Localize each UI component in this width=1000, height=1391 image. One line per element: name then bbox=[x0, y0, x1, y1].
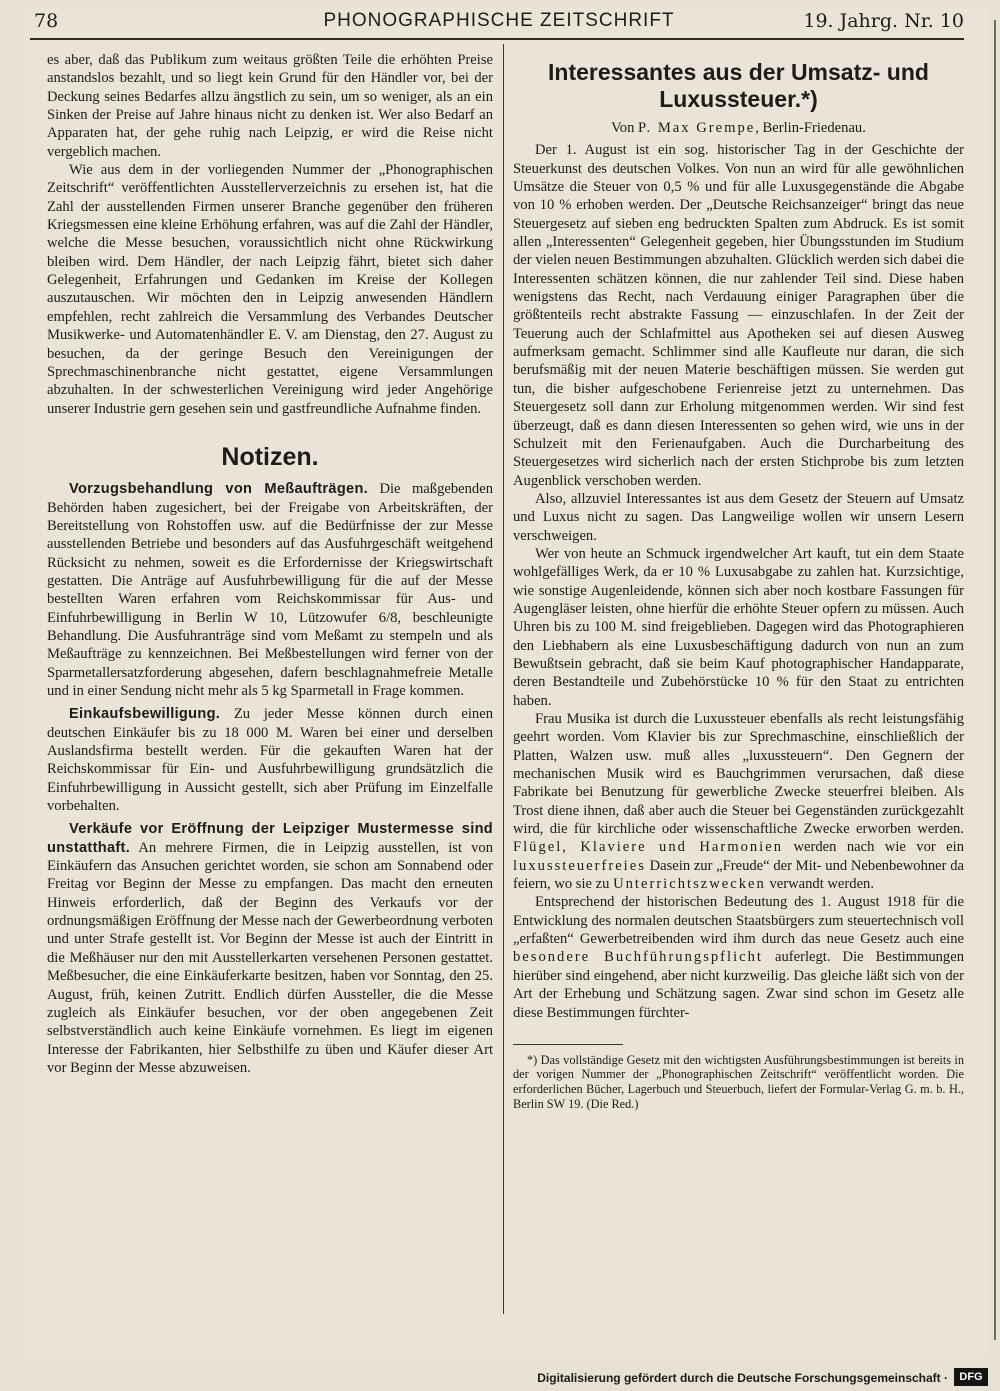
text-run: verwandt werden. bbox=[765, 876, 874, 893]
text-run: Entsprechend der historischen Bedeutung des 1. August 1918 für die Entwicklung des normalen deutschen Staatsbürgers zum steuertechnisch voll „erfaßten“ Gewerbetreibenden wird ihm durch das neue Gesetz auch eine bbox=[513, 894, 964, 948]
article-paragraph-musika bbox=[513, 710, 964, 893]
article-byline bbox=[513, 119, 964, 137]
spaced-text: luxussteuerfreies bbox=[513, 857, 646, 874]
footnote bbox=[513, 1053, 964, 1111]
intro-paragraph-2: Wie aus dem in der vorliegenden Nummer der „Phonographischen Zeitschrift“ veröffentlichten Ausstellerverzeichnis zu ersehen ist, hat die Zahl der ausstellenden Firmen unserer Branche gegenüber den früheren Kriegsmessen eine kleine Erhöhung erfahren, was auf die Zahl der Händler, welche die Messe besuchen, voraussichtlich nicht ohne Rückwirkung bleiben wird. Dem Händler, der nach Leipzig fährt, bietet sich daher Gelegenheit, Erfahrungen und Gedanken im Kreise der Kollegen auszutauschen. Wir möchten den in Leipzig anwesenden Händlern empfehlen, recht zahlreich die Versammlung des Verbandes Deutscher Musikwerke- und Automatenhändler E. V. am Dienstag, den 27. August zu besuchen, da der geringe Besuch den Vereinigungen der Sprechmaschinenbranche nicht gestattet, eigene Versammlungen abzuhalten. In der schwesterlichen Vereinigung wird jeder Angehörige unserer Industrie gern gesehen sein und gastfreundliche Aufnahme finden. bbox=[47, 162, 493, 417]
article-paragraph-last bbox=[513, 893, 964, 1021]
byline-author: P. Max Grempe bbox=[638, 120, 756, 136]
notizen-heading: Notizen. bbox=[221, 442, 319, 471]
page-number: 78 bbox=[34, 10, 59, 32]
scan-edge bbox=[994, 20, 996, 1340]
spaced-text: besondere Buchführungspflicht bbox=[513, 949, 763, 966]
note-paragraph bbox=[47, 820, 493, 1077]
footnote-text: *) Das vollständige Gesetz mit den wichtigsten Ausführungsbestimmungen ist bereits in der vorigen Nummer der „Phonographischen Zeitschrift“ veröffentlicht worden. Die erforderlichen Bücher, Lagerbuch und Steuerbuch, liefert der Formular-Verlag G. m. b. H., Berlin SW 19. (Die Red.) bbox=[513, 1052, 964, 1111]
note-paragraph bbox=[47, 705, 493, 815]
running-header bbox=[34, 10, 964, 38]
note-paragraph bbox=[47, 480, 493, 700]
dfg-logo: DFG bbox=[954, 1368, 988, 1386]
intro-paragraph-1: es aber, daß das Publikum zum weitaus größten Teile die erhöhten Preise anstandslos bezahlt, und so liegt kein Grund für den Händler vor, bei der Deckung seines Bedarfes allzu ängstlich zu sein, um so weniger, als an ein Sinken der Preise auf Jahre hinaus nicht zu denken ist. Wer also Bedarf an Apparaten hat, der gehe ruhig nach Leipzig, er wird die Reise nicht vergeblich machen. bbox=[47, 52, 493, 160]
spaced-text: Flügel, Klaviere und Harmonien bbox=[513, 839, 784, 856]
right-column bbox=[513, 59, 964, 1111]
byline-suffix: , Berlin-Friedenau. bbox=[755, 120, 866, 136]
article-title: Interessantes aus der Umsatz- und Luxussteuer.*) bbox=[548, 59, 929, 112]
article-paragraph: Der 1. August ist ein sog. historischer Tag in der Geschichte der Steuerkunst des deutschen Volkes. Von nun an wird für alle gewöhnlichen Umsätze die Steuer von 0,5 % und für alle Luxusgegenstände die Abgabe von 10 % erhoben werden. Der „Deutsche Reichsanzeiger“ bringt das neue Steuergesetz auf sieben eng bedruckten Spalten zum Abdruck. Es ist somit allen „Interessenten“ Gelegenheit gegeben, hier Übungsstunden im Studium der vielen neuen Bestimmungen abzuhalten. Glücklich werden sich dabei die Interessenten schätzen können, die nur zahlender Teil sind. Diese haben wenigstens das Recht, nach Verdauung einiger Paragraphen über die größtenteils recht abstrakte Fassung — einzuschlafen. In der Zeit der Teuerung auch der Schlafmittel aus Apotheken sei auf diesen Ausweg aufmerksam gemacht. Schlimmer sind alle Kaufleute nur daran, die sich berufsmäßig mit der neuen Materie beschäftigen müssen. Sie werden gut tun, die bisher aufgeschobene Ferienreise jetzt zu unternehmen. Das Steuergesetz soll dann zur Erholung mitgenommen werden. Wir sind fest überzeugt, daß es dann diesen Interessenten so gehen wird, wie uns in der Schulzeit mit den Ferienaufgaben. Auch die Durcharbeitung des Steuergesetzes wird sicherlich nach der ersten Stichprobe bis zum letzten Augenblick verschoben werden. bbox=[513, 142, 964, 489]
text-run: auferlegt. Die Bestimmungen hierüber sind eingehend, aber nicht kurzweilig. Das gleiche läßt sich von der Art der Erhebung und Schätzung sagen. Zwar sind schon im Gesetz alle diese Bestimmungen fürchter- bbox=[513, 949, 965, 1021]
header-rule bbox=[30, 38, 964, 40]
issue-number: 19. Jahrg. Nr. 10 bbox=[803, 10, 964, 32]
note-text: An mehrere Firmen, die in Leipzig ausstellen, ist von Einkäufern das Ansuchen gerichtet worden, sie schon am Sonnabend oder Freitag vor Beginn der Messe zu empfangen. Das macht den erneuten Hinweis erforderlich, daß der Beginn des Verkaufs vor der ordnungsmäßigen Eröffnung der Messe nach der Gewerbeordnung verboten und unter Strafe gestellt ist. Vor Beginn der Messe ist auch der Eintritt in die Meßhäuser nur den mit Ausstellerkarten versehenen Personen gestattet. Meßbesucher, die eine Einkäuferkarte besitzen, haben vor Sonntag, den 25. August, früh, keinen Zutritt. Endlich dürfen Aussteller, die die Messe zugleich als Einkäufer besuchen, vor der oben angegebenen Zeit selbstverständlich auch keine Einkäufe vornehmen. Es liegt im eigenen Interesse der Fabrikanten, hier Selbsthilfe zu üben und Käufer dieser Art vor Beginn der Messe abzuweisen. bbox=[47, 839, 493, 1076]
note-lead: Vorzugsbehandlung von Meßaufträgen. bbox=[69, 481, 369, 498]
note-lead: Verkäufe vor Eröffnung der Leipziger Mustermesse sind unstatthaft. bbox=[47, 821, 493, 856]
column-divider bbox=[503, 44, 504, 1314]
text-run: Frau Musika ist durch die Luxussteuer ebenfalls als recht leistungsfähig geehrt worden. Vom Klavier bis zur Sprechmaschine, einschließlich der Platten, Walzen usw. muß alles „luxussteuern“. Den Gegnern der mechanischen Musik wird es Bauchgrimmen verursachen, daß diese Fabrikate bei Benutzung für gewerbliche Zwecke steuerfrei bleiben. Als Trost diene ihnen, daß aber auch die Steuer bei Gegenständen zurückgezahlt wird, die für kirchliche oder wissenschaftliche Zwecke erworben werden. bbox=[513, 711, 964, 838]
spaced-text: Unterrichtszwecken bbox=[613, 876, 766, 893]
note-text: Die maßgebenden Behörden haben zugesichert, bei der Freigabe von Arbeitskräften, der Bereitstellung von Rohstoffen usw. auf die Bedürfnisse der zur Messe ausstellenden Betriebe und besonders auf das Ausfuhrgeschäft weitgehend Rücksicht zu nehmen, soweit es die Erfordernisse der Kriegswirtschaft gestatten. Die Anträge auf Ausfuhrbewilligung für die auf der Messe bestellten Waren erfahren vom Reichskommissar für Aus- und Einfuhrbewilligung in Berlin W 10, Lützowufer 6/8, beschleunigte Behandlung. Die Ausfuhranträge sind vom Meßamt zu stempeln und als Meßaufträge zu kennzeichnen. Bei Meßbestellungen wird ferner von der Sparmetallersatzforderung abgesehen, dafern beschlagnahmefreie Metalle und in einer Sendung nicht mehr als 5 kg Sparmetall in Frage kommen. bbox=[47, 481, 493, 699]
note-text: Zu jeder Messe können durch einen deutschen Einkäufer bis zu 18 000 M. Waren bei einer und derselben Auslandsfirma bestellt werden. Für die gekauften Waren hat der Reichskommissar für Ein- und Ausfuhrbewilligung grundsätzlich die Einfuhrbewilligung in Aussicht gestellt, sich aber Prüfung im Einzelfalle vorbehalten. bbox=[47, 706, 493, 815]
article-paragraph: Also, allzuviel Interessantes ist aus dem Gesetz der Steuern auf Umsatz und Luxus nicht zu sagen. Das Langweilige wollen wir unsern Lesern verschweigen. bbox=[513, 490, 964, 544]
text-run: werden nach wie vor ein bbox=[783, 839, 965, 856]
note-lead: Einkaufsbewilligung. bbox=[69, 706, 221, 723]
article-paragraph: Wer von heute an Schmuck irgendwelcher Art kauft, tut ein dem Staate wohlgefälliges Werk, da er 10 % Luxusabgabe zu zahlen hat. Kurzsichtige, wie sonstige Augenleidende, können sich aber noch kostbare Fassungen für Augengläser leisten, ohne hierfür die erhöhte Steuer opfern zu müssen. Auch Uhren bis zu 100 M. sind freigeblieben. Dagegen wird das Photographieren den Liebhabern als eine Luxusbeschäftigung dadurch von nun an zum Bewußtsein gebracht, daß sie beim Kauf photographischer Handapparate, deren Bestandteile und Zubehörstücke 10 % für den Staat zu entrichten haben. bbox=[513, 545, 964, 709]
text-run: Dasein zur „Freude“ der Mit- und Nebenbewohner da feiern, wo sie zu bbox=[513, 857, 964, 893]
footnote-rule bbox=[513, 1044, 623, 1045]
journal-title: PHONOGRAPHISCHE ZEITSCHRIFT bbox=[323, 10, 675, 31]
digitization-credit: Digitalisierung gefördert durch die Deutsche Forschungsgemeinschaft · bbox=[537, 1371, 948, 1385]
byline-prefix: Von bbox=[611, 120, 639, 136]
left-column bbox=[47, 51, 493, 1077]
